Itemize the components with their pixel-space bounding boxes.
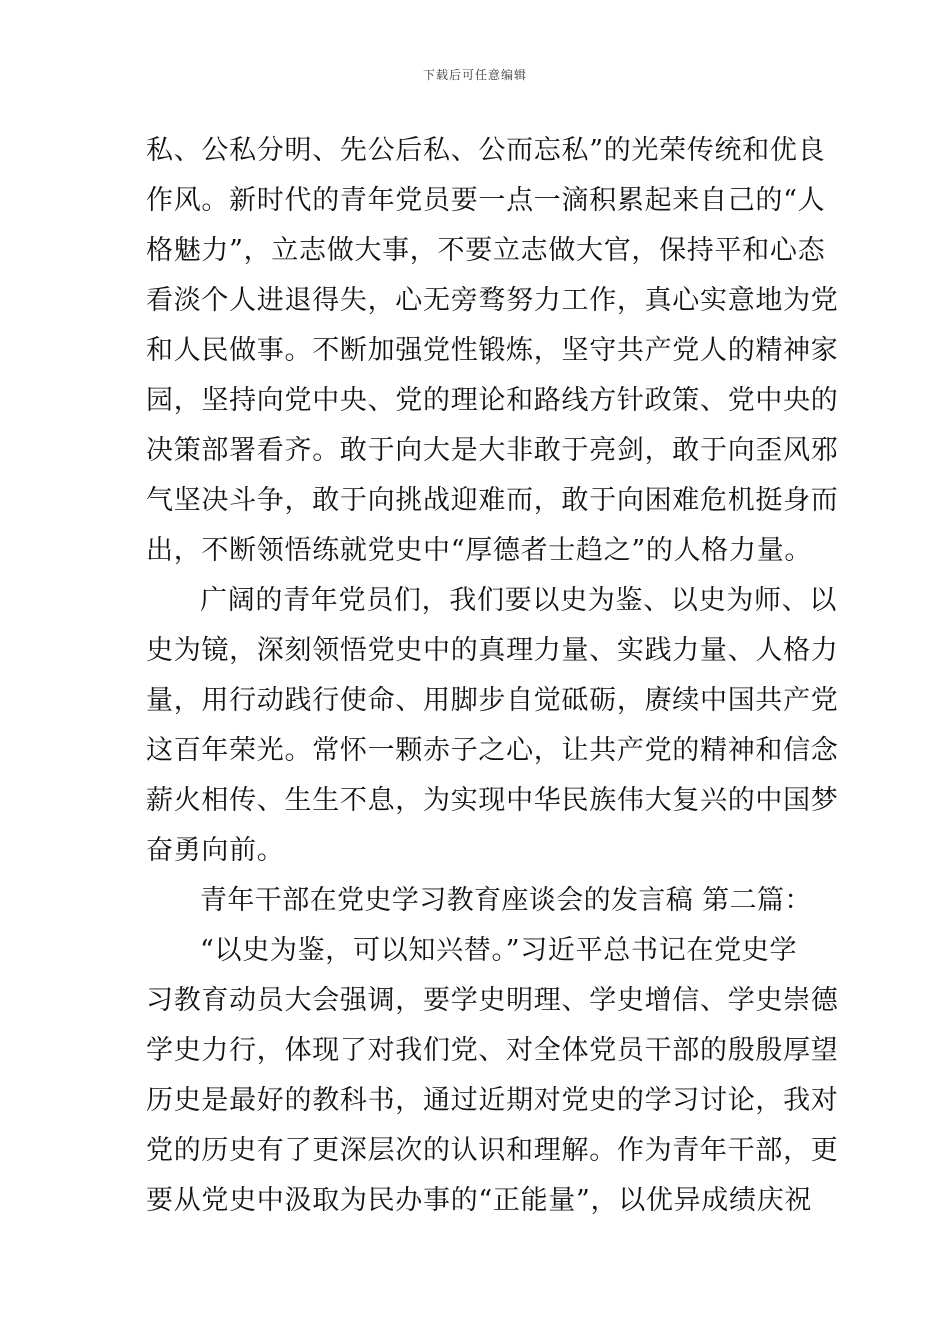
text-line: 园，坚持向党中央、党的理论和路线方针政策、党中央的 xyxy=(146,385,839,416)
text-line: 作风。新时代的青年党员要一点一滴积累起来自己的“人 xyxy=(146,185,826,216)
text-line: 奋勇向前。 xyxy=(146,835,285,866)
text-line: 这百年荣光。常怀一颗赤子之心，让共产党的精神和信念 xyxy=(146,735,839,766)
text-line: 党的历史有了更深层次的认识和理解。作为青年干部，更 xyxy=(146,1135,839,1166)
text-line: 广阔的青年党员们，我们要以史为鉴、以史为师、以 xyxy=(200,585,838,616)
text-line: 决策部署看齐。敢于向大是大非敢于亮剑，敢于向歪风邪 xyxy=(146,435,839,466)
text-line: 历史是最好的教科书，通过近期对党史的学习讨论，我对 xyxy=(146,1085,839,1116)
text-line: 格魅力”，立志做大事，不要立志做大官，保持平和心态 xyxy=(146,235,826,266)
text-line: 习教育动员大会强调，要学史明理、学史增信、学史崇德 xyxy=(146,985,839,1016)
text-line: 气坚决斗争，敢于向挑战迎难而，敢于向困难危机挺身而 xyxy=(146,485,839,516)
text-line: 要从党史中汲取为民办事的“正能量”，以优异成绩庆祝 xyxy=(146,1185,813,1216)
text-line: 私、公私分明、先公后私、公而忘私”的光荣传统和优良 xyxy=(146,135,826,166)
page-header-note: 下载后可任意编辑 xyxy=(422,68,527,82)
text-line: 史为镜，深刻领悟党史中的真理力量、实践力量、人格力 xyxy=(146,635,839,666)
section-title: 青年干部在党史学习教育座谈会的发言稿 第二篇： xyxy=(200,885,812,916)
text-line: 学史力行，体现了对我们党、对全体党员干部的殷殷厚望 xyxy=(146,1035,839,1066)
text-line: 量，用行动践行使命、用脚步自觉砥砺，赓续中国共产党 xyxy=(146,685,839,716)
text-line: 和人民做事。不断加强党性锻炼，坚守共产党人的精神家 xyxy=(146,335,839,366)
text-line: 出，不断领悟练就党史中“厚德者士趋之”的人格力量。 xyxy=(146,535,813,566)
text-line: 薪火相传、生生不息，为实现中华民族伟大复兴的中国梦 xyxy=(146,785,839,816)
text-line: 看淡个人进退得失，心无旁骛努力工作，真心实意地为党 xyxy=(146,285,839,316)
text-line: “以史为鉴，可以知兴替。”习近平总书记在党史学 xyxy=(200,935,798,966)
